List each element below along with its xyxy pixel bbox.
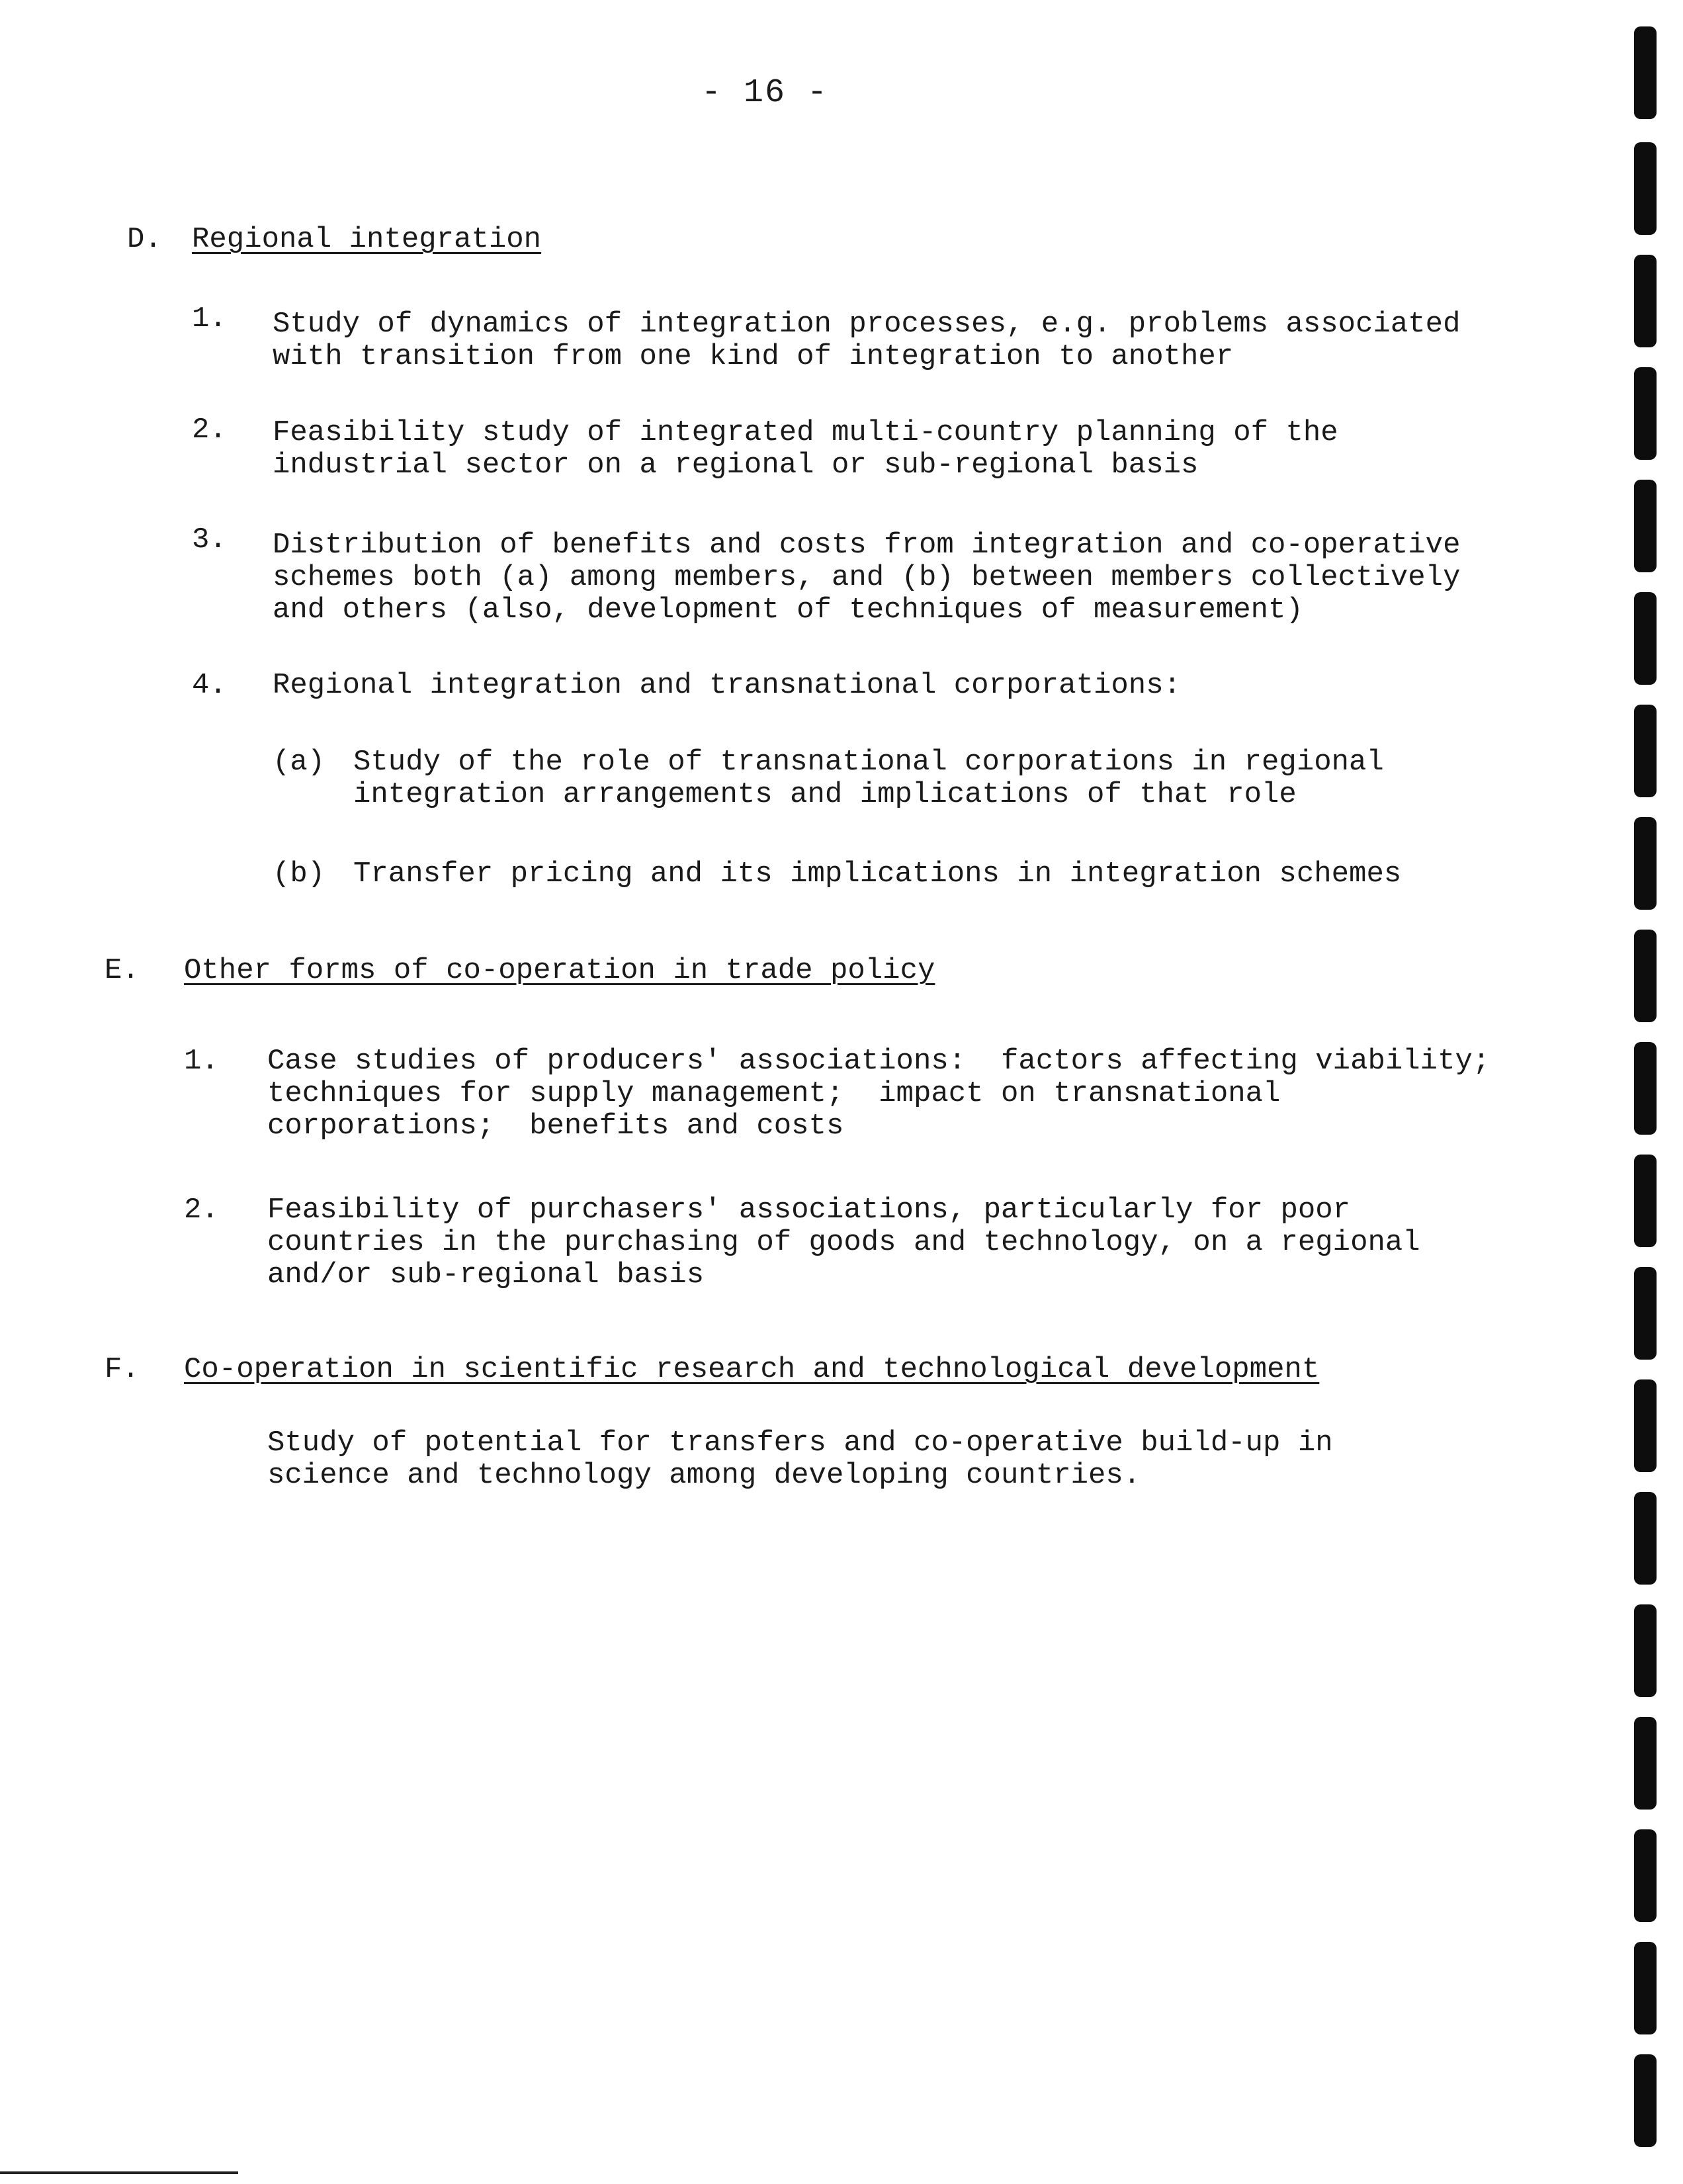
binder-hole-mark xyxy=(1634,817,1657,910)
binder-hole-mark xyxy=(1634,2054,1657,2147)
binder-hole-mark xyxy=(1634,705,1657,797)
binder-hole-mark xyxy=(1634,592,1657,685)
item-line: and/or sub-regional basis xyxy=(267,1258,705,1291)
item-line: countries in the purchasing of goods and technology, on a regional xyxy=(267,1226,1420,1259)
binder-hole-mark xyxy=(1634,142,1657,235)
item-line: Feasibility of purchasers' associations, particularly for poor xyxy=(267,1194,1351,1227)
item-line: and others (also, development of techniques of measurement) xyxy=(273,593,1303,627)
subitem-label: (a) xyxy=(273,746,325,779)
binder-hole-mark xyxy=(1634,1267,1657,1360)
subitem-label: (b) xyxy=(273,857,325,891)
item-line: corporations; benefits and costs xyxy=(267,1110,844,1143)
item-line: Study of dynamics of integration processes, e.g. problems associated xyxy=(273,308,1461,341)
binder-hole-mark xyxy=(1634,1604,1657,1697)
binder-hole-mark xyxy=(1634,1942,1657,2034)
item-line: techniques for supply management; impact on transnational xyxy=(267,1077,1281,1110)
binder-hole-mark xyxy=(1634,1717,1657,1810)
binder-hole-mark xyxy=(1634,1829,1657,1922)
binder-hole-mark xyxy=(1634,367,1657,460)
scan-edge-line xyxy=(0,2171,238,2174)
binder-hole-mark xyxy=(1634,26,1657,119)
section-d-title: Regional integration xyxy=(192,223,542,256)
section-f-title: Co-operation in scientific research and technological development xyxy=(184,1353,1320,1386)
item-line: schemes both (a) among members, and (b) between members collectively xyxy=(273,561,1461,594)
body-line: science and technology among developing countries. xyxy=(267,1459,1141,1492)
item-line: with transition from one kind of integration to another xyxy=(273,340,1234,373)
item-number: 3. xyxy=(192,523,227,556)
binder-hole-mark xyxy=(1634,1492,1657,1585)
binder-hole-mark xyxy=(1634,255,1657,347)
item-line: Feasibility study of integrated multi-country planning of the xyxy=(273,416,1338,449)
item-number: 2. xyxy=(192,414,227,447)
binder-hole-mark xyxy=(1634,1042,1657,1135)
item-number: 1. xyxy=(192,302,227,335)
section-e-title: Other forms of co-operation in trade policy xyxy=(184,954,935,987)
binder-hole-mark xyxy=(1634,930,1657,1022)
item-line: Distribution of benefits and costs from integration and co-operative xyxy=(273,529,1461,562)
item-line: Case studies of producers' associations: factors affecting viability; xyxy=(267,1045,1490,1078)
body-line: Study of potential for transfers and co-operative build-up in xyxy=(267,1426,1333,1460)
binder-hole-mark xyxy=(1634,1379,1657,1472)
section-d-letter: D. xyxy=(127,223,162,256)
item-number: 1. xyxy=(184,1045,219,1078)
item-number: 2. xyxy=(184,1194,219,1227)
page-number: - 16 - xyxy=(701,74,829,112)
subitem-line: Study of the role of transnational corporations in regional xyxy=(353,746,1384,779)
section-e-letter: E. xyxy=(105,954,140,987)
subitem-line: Transfer pricing and its implications in integration schemes xyxy=(353,857,1402,891)
item-number: 4. xyxy=(192,669,227,702)
item-line: industrial sector on a regional or sub-regional basis xyxy=(273,449,1199,482)
binder-hole-mark xyxy=(1634,480,1657,572)
item-line: Regional integration and transnational corporations: xyxy=(273,669,1182,702)
subitem-line: integration arrangements and implications of that role xyxy=(353,778,1297,811)
section-f-letter: F. xyxy=(105,1353,140,1386)
binder-hole-mark xyxy=(1634,1155,1657,1247)
